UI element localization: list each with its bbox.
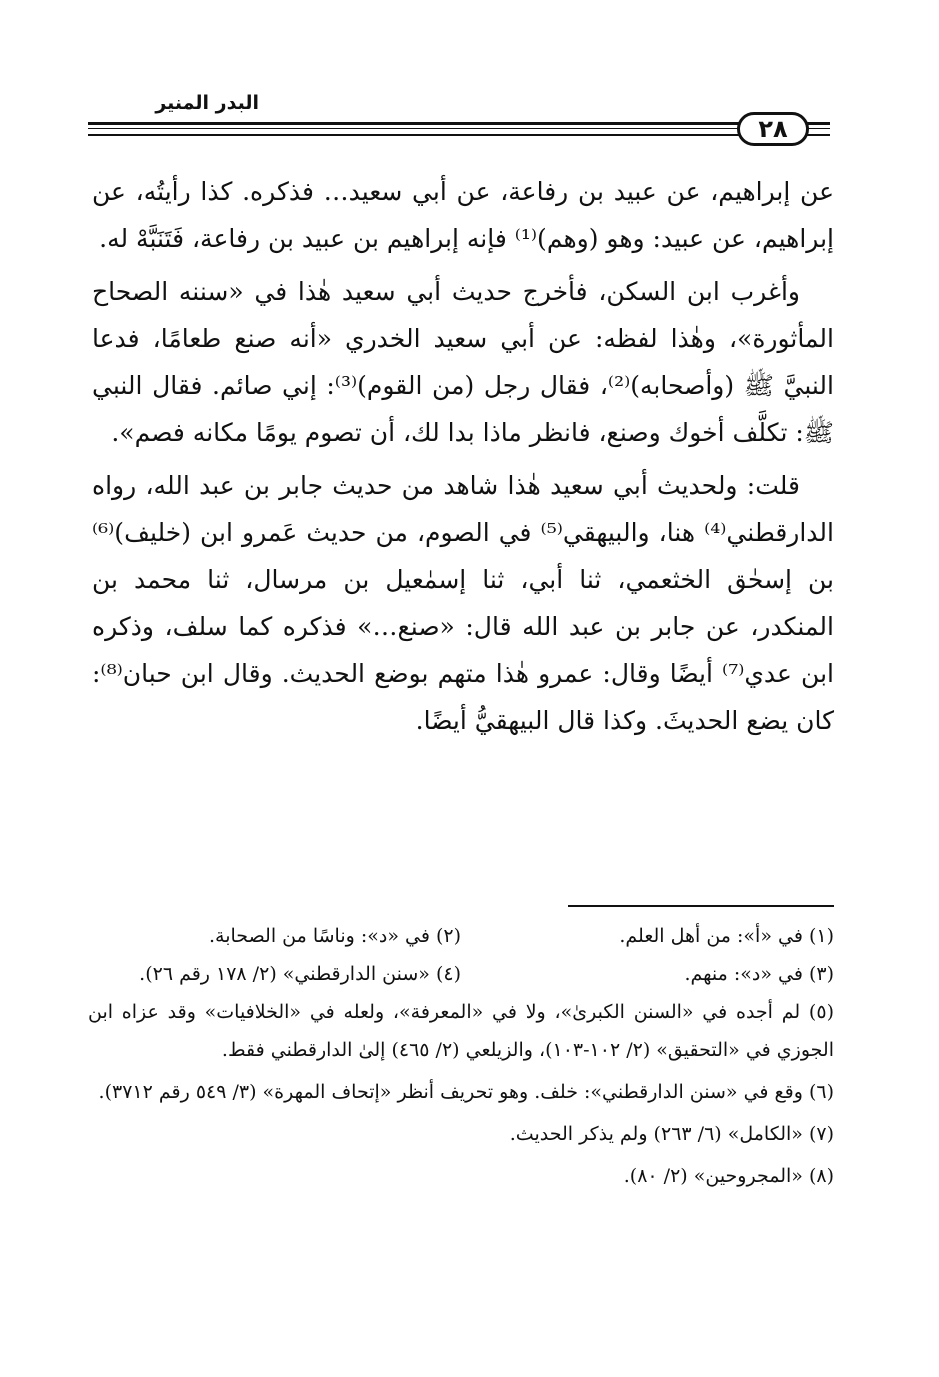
footnote-separator xyxy=(568,905,834,907)
paragraph-1: عن إبراهيم، عن عبيد بن رفاعة، عن أبي سعيد… فذكره. كذا رأيتُه، عن إبراهيم، عن عبيد: وهو (وهم)⁽¹⁾ فإنه إبراهيم بن عبيد بن رفاعة، فَتَنَبَّهْ له. xyxy=(92,177,834,253)
footnote-row xyxy=(88,955,834,993)
footnote-4: (٤) «سنن الدارقطني» (٢/ ١٧٨ رقم ٢٦). xyxy=(139,963,461,985)
header-rule xyxy=(88,122,830,136)
footnote-8: (٨) «المجروحين» (٢/ ٨٠). xyxy=(623,1165,834,1187)
main-text xyxy=(92,168,834,750)
paragraph-3: قلت: ولحديث أبي سعيد هٰذا شاهد من حديث جابر بن عبد الله، رواه الدارقطني⁽⁴⁾ هنا، والبيهقي⁽⁵⁾ في الصوم، من حديث عَمرو ابن (خليف)⁽⁶⁾ بن إسحٰق الخثعمي، ثنا أبي، ثنا إسمٰعيل بن مرسال، ثنا محمد بن المنكدر، عن جابر بن عبد الله قال: «صنع…» فذكره كما سلف، وذكره ابن عدي⁽⁷⁾ أيضًا وقال: عمرو هٰذا متهم بوضع الحديث. وقال ابن حبان⁽⁸⁾: كان يضع الحديثَ. وكذا قال البيهقيُّ أيضًا. xyxy=(92,471,834,735)
footnote-3: (٣) في «د»: منهم. xyxy=(684,963,834,985)
running-title: البدر المنير xyxy=(155,92,259,114)
footnote-6: (٦) وقع في «سنن الدارقطني»: خلف. وهو تحريف أنظر «إتحاف المهرة» (٣/ ٥٤٩ رقم ٣٧١٢). xyxy=(98,1081,834,1103)
paragraph-2: وأغرب ابن السكن، فأخرج حديث أبي سعيد هٰذا في «سننه الصحاح المأثورة»، وهٰذا لفظه: عن أبي سعيد الخدري «أنه صنع طعامًا، فدعا النبيَّ ﷺ (وأصحابه)⁽²⁾، فقال رجل (من القوم)⁽³⁾: إني صائم. فقال النبي ﷺ: تكلَّف أخوك وصنع، فانظر ماذا بدا لك، أن تصوم يومًا مكانه فصم». xyxy=(92,277,834,447)
page-number: ٢٨ xyxy=(737,112,809,146)
footnote-1: (١) في «أ»: من أهل العلم. xyxy=(619,925,834,947)
footnote-row xyxy=(88,917,834,955)
footnotes xyxy=(88,917,834,1199)
footnote-7: (٧) «الكامل» (٦/ ٢٦٣) ولم يذكر الحديث. xyxy=(509,1123,834,1145)
footnote-2: (٢) في «د»: وناسًا من الصحابة. xyxy=(209,925,461,947)
footnote-5: (٥) لم أجده في «السنن الكبرىٰ»، ولا في «المعرفة»، ولعله في «الخلافيات» وقد عزاه ابن الجوزي في «التحقيق» (٢/ ١٠٢-١٠٣)، والزيلعي (٢/ ٤٦٥) إلىٰ الدارقطني فقط. xyxy=(88,1001,834,1061)
